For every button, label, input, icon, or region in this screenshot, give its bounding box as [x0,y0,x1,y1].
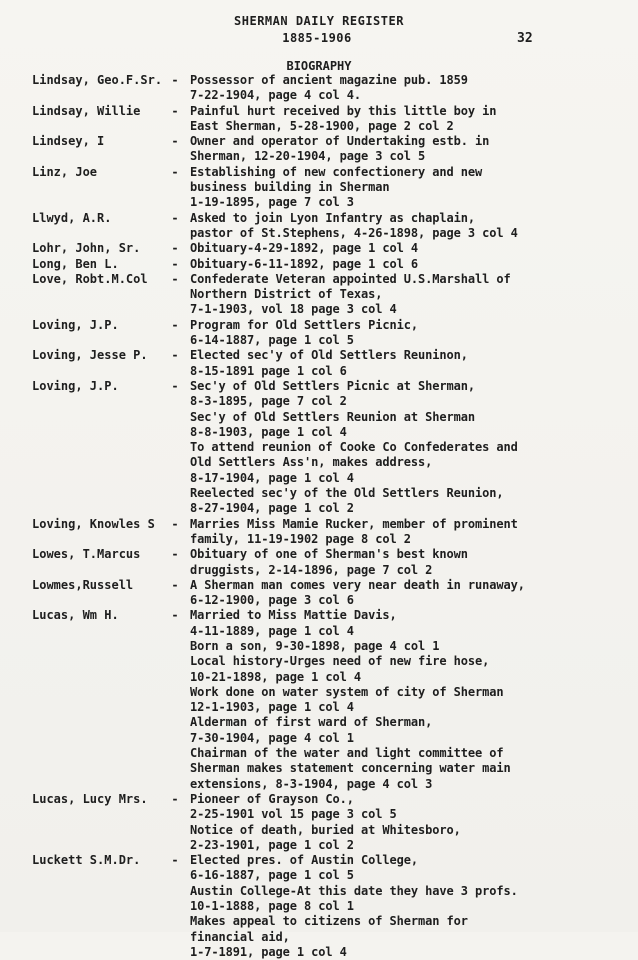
entry-line: Austin College-At this date they have 3 profs. [190,883,518,898]
entry-dash: - [171,547,179,562]
entry [0,379,638,517]
entry-dash: - [171,853,179,868]
entry-line: 8-15-1891 page 1 col 6 [190,363,347,378]
entry-line: Obituary of one of Sherman's best known [190,547,468,562]
section-heading: BIOGRAPHY [286,59,352,73]
entry-line: Marries Miss Mamie Rucker, member of prominent [190,516,518,531]
entry-line: 6-12-1900, page 3 col 6 [190,593,354,608]
entry-line: Possessor of ancient magazine pub. 1859 [190,73,468,87]
entry-lines [190,792,638,853]
entry-name: Lindsay, Willie [32,103,141,118]
entry [0,608,638,792]
entry-lines [190,241,638,256]
entry [0,241,638,256]
entry-dash: - [171,516,179,531]
entry-dash: - [171,134,179,149]
entry [0,792,638,853]
entry-line: Married to Miss Mattie Davis, [190,608,397,623]
entry-line: Reelected sec'y of the Old Settlers Reunion, [190,486,504,501]
entry-name: Lindsay, Geo.F.Sr. [32,73,163,87]
entry-line: Obituary-6-11-1892, page 1 col 6 [190,256,418,271]
entry-lines [190,608,638,792]
entry-line: Sec'y of Old Settlers Picnic at Sherman, [190,378,475,393]
entry-line: Born a son, 9-30-1898, page 4 col 1 [190,638,440,653]
entry-dash: - [171,608,179,623]
entry-name: Long, Ben L. [32,256,119,271]
entry-line: Elected sec'y of Old Settlers Reuninon, [190,348,468,363]
entry-line: Makes appeal to citizens of Sherman for [190,914,468,929]
entry-name: Lucas, Wm H. [32,608,119,623]
entry [0,211,638,242]
entry-line: Alderman of first ward of Sherman, [190,715,433,730]
entry-name: Linz, Joe [32,164,98,179]
entry-line: 7-22-1904, page 4 col 4. [190,88,361,103]
entry-line: To attend reunion of Cooke Co Confederates and [190,440,518,455]
entry-name: Lowmes,Russell [32,577,134,592]
entry-line: Sherman makes statement concerning water main [190,761,511,776]
entry-line: 12-1-1903, page 1 col 4 [190,700,354,715]
entry-line: 8-3-1895, page 7 col 2 [190,394,347,409]
document-years: 1885-1906 [282,31,352,45]
entry-name: Llwyd, A.R. [32,210,112,225]
entry-lines [190,134,638,165]
entry-lines [190,853,638,960]
entry-line: 10-1-1888, page 8 col 1 [190,899,354,914]
entry-lines [190,348,638,379]
entry-line: Old Settlers Ass'n, makes address, [190,455,433,470]
entry-line: 6-16-1887, page 1 col 5 [190,868,354,883]
entry-line: 1-19-1895, page 7 col 3 [190,195,354,210]
entry [0,104,638,135]
entry-lines [190,318,638,349]
entry [0,853,638,960]
entry [0,547,638,578]
entry-line: Establishing of new confectionery and new [190,164,483,179]
entry-line: 10-21-1898, page 1 col 4 [190,669,361,684]
entry-line: 1-7-1891, page 1 col 4 [190,944,347,959]
entry-dash: - [171,103,179,118]
entry-line: Painful hurt received by this little boy in [190,103,497,118]
entry-lines [190,257,638,272]
entry-lines [190,104,638,135]
entry-line: family, 11-19-1902 page 8 col 2 [190,531,411,546]
entry [0,257,638,272]
entry-line: 8-8-1903, page 1 col 4 [190,424,347,439]
entry-name: Lowes, T.Marcus [32,547,141,562]
entry-dash: - [171,348,179,363]
entry-lines [190,379,638,517]
entry-name: Lindsey, I [32,134,105,149]
entry-name: Loving, Knowles S [32,516,155,531]
entry-lines [190,165,638,211]
entry-line: Local history-Urges need of new fire hose, [190,654,490,669]
entry [0,165,638,211]
entry-lines [190,547,638,578]
entry-name: Loving, Jesse P. [32,348,148,363]
entry-line: A Sherman man comes very near death in runaway, [190,577,525,592]
entry-line: Sec'y of Old Settlers Reunion at Sherman [190,409,475,424]
entry-line: financial aid, [190,929,290,944]
entry-name: Lucas, Lucy Mrs. [32,791,148,806]
entry-line: Pioneer of Grayson Co., [190,791,354,806]
entry-dash: - [171,164,179,179]
entry [0,348,638,379]
entry-dash: - [171,791,179,806]
entry-line: Notice of death, buried at Whitesboro, [190,822,461,837]
entry-lines [190,73,638,104]
entry-line: 2-23-1901, page 1 col 2 [190,837,354,852]
entry-line: Elected pres. of Austin College, [190,853,418,868]
entry-line: Sherman, 12-20-1904, page 3 col 5 [190,149,426,164]
entry-line: Obituary-4-29-1892, page 1 col 4 [190,241,418,256]
entry-line: 8-27-1904, page 1 col 2 [190,501,354,516]
entry-line: 6-14-1887, page 1 col 5 [190,333,354,348]
entry-lines [190,578,638,609]
entry-dash: - [171,73,179,87]
entry-dash: - [171,577,179,592]
entry-name: Loving, J.P. [32,317,119,332]
entry-line: 7-1-1903, vol 18 page 3 col 4 [190,302,397,317]
entry-dash: - [171,210,179,225]
entry-dash: - [171,378,179,393]
entry-lines [190,211,638,242]
entry-line: 2-25-1901 vol 15 page 3 col 5 [190,807,397,822]
entry-line: Confederate Veteran appointed U.S.Marshall of [190,271,511,286]
entry-line: druggists, 2-14-1896, page 7 col 2 [190,562,433,577]
entry-line: Northern District of Texas, [190,287,383,302]
entry-line: 7-30-1904, page 4 col 1 [190,730,354,745]
entry-name: Loving, J.P. [32,378,119,393]
entry [0,134,638,165]
entry-line: Work done on water system of city of Sherman [190,684,504,699]
document-title: SHERMAN DAILY REGISTER [234,14,404,28]
entry-line: Owner and operator of Undertaking estb. in [190,134,490,149]
entry-line: Asked to join Lyon Infantry as chaplain, [190,210,475,225]
entry-lines [190,272,638,318]
entry-lines [190,517,638,548]
entry [0,578,638,609]
entry-line: business building in Sherman [190,180,390,195]
entry-name: Love, Robt.M.Col [32,271,148,286]
entry-line: Chairman of the water and light committee of [190,746,504,761]
entry-dash: - [171,317,179,332]
entry-line: 4-11-1889, page 1 col 4 [190,623,354,638]
entry-list [0,73,638,960]
entry-line: Program for Old Settlers Picnic, [190,317,418,332]
entry-line: East Sherman, 5-28-1900, page 2 col 2 [190,118,454,133]
entry [0,73,638,104]
page-number: 32 [517,31,533,46]
entry-dash: - [171,241,179,256]
entry-line: extensions, 8-3-1904, page 4 col 3 [190,776,433,791]
entry-dash: - [171,256,179,271]
entry-line: 8-17-1904, page 1 col 4 [190,470,354,485]
entry-dash: - [171,271,179,286]
entry [0,318,638,349]
entry-line: pastor of St.Stephens, 4-26-1898, page 3 col 4 [190,225,518,240]
entry-name: Lohr, John, Sr. [32,241,141,256]
entry [0,517,638,548]
entry-name: Luckett S.M.Dr. [32,853,141,868]
entry [0,272,638,318]
